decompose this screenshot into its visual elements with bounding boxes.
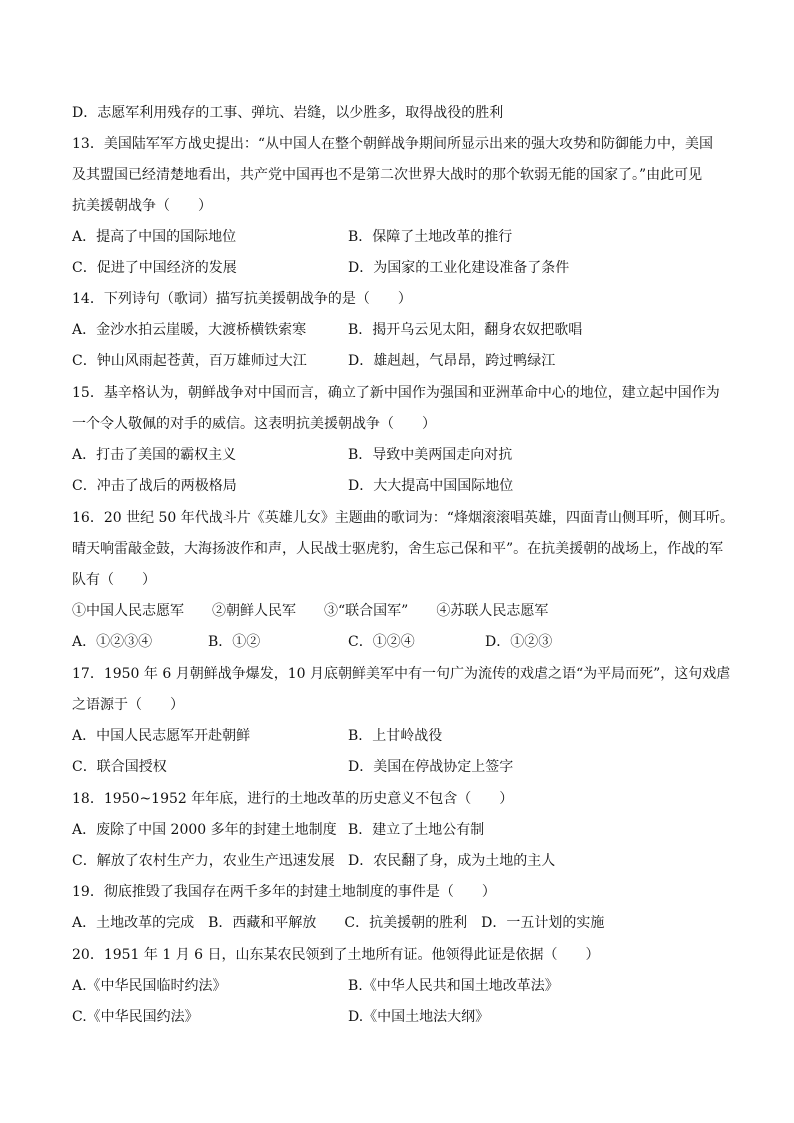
q18-option-a: A．废除了中国 2000 多年的封建土地制度 [72,822,337,838]
q19-options: A．土地改革的完成 B．西藏和平解放 C．抗美援朝的胜利 D．一五计划的实施 [72,915,605,931]
q14-option-b: B．揭开乌云见太阳，翻身农奴把歌唱 [348,322,583,338]
q18-option-c: C．解放了农村生产力，农业生产迅速发展 [72,853,335,869]
q14-option-a: A．金沙水拍云崖暖，大渡桥横铁索寒 [72,322,307,338]
q14-stem: 14．下列诗句（歌词）描写抗美援朝战争的是（ ） [72,291,412,307]
q13-stem-line-2: 及其盟国已经清楚地看出，共产党中国再也不是第二次世界大战时的那个软弱无能的国家了。”由此可见 [72,167,703,183]
q15-stem-line-1: 15．基辛格认为，朝鲜战争对中国而言，确立了新中国作为强国和亚洲革命中心的地位，建立起中国作为 [72,385,720,401]
q20-option-a: A.《中华民国临时约法》 [72,978,227,994]
q13-option-d: D．为国家的工业化建设准备了条件 [348,260,570,276]
q18-option-b: B．建立了土地公有制 [348,822,485,838]
q16-option-b: B．①② [208,634,261,650]
q12-option-d: D．志愿军利用残存的工事、弹坑、岩缝，以少胜多，取得战役的胜利 [72,105,504,121]
q16-option-c: C．①②④ [348,634,415,650]
q20-option-c: C.《中华民国约法》 [72,1009,199,1025]
q13-stem-line-1: 13．美国陆军军方战史提出：“从中国人在整个朝鲜战争期间所显示出来的强大攻势和防御能力中，美国 [72,136,713,152]
q13-option-c: C．促进了中国经济的发展 [72,260,237,276]
q15-option-a: A．打击了美国的霸权主义 [72,447,237,463]
q17-option-c: C．联合国授权 [72,759,167,775]
q18-option-d: D．农民翻了身，成为土地的主人 [348,853,556,869]
q16-stem-line-2: 晴天响雷敲金鼓，大海扬波作和声，人民战士驱虎豹，舍生忘己保和平”。在抗美援朝的战场上，作战的军 [72,541,724,557]
q20-option-b: B.《中华人民共和国土地改革法》 [348,978,559,994]
q17-option-d: D．美国在停战协定上签字 [348,759,514,775]
q17-stem-line-1: 17．1950 年 6 月朝鲜战争爆发，10 月底朝鲜美军中有一句广为流传的戏虐之语“为平局而死”，这句戏虐 [72,666,731,682]
q16-stem-line-3: 队有（ ） [72,572,156,588]
q13-option-b: B．保障了土地改革的推行 [348,229,513,245]
q20-option-d: D.《中国土地法大纲》 [348,1009,490,1025]
q15-stem-line-2: 一个令人敬佩的对手的威信。这表明抗美援朝战争（ ） [72,416,436,432]
q14-option-c: C．钟山风雨起苍黄，百万雄师过大江 [72,353,307,369]
q13-option-a: A．提高了中国的国际地位 [72,229,237,245]
q16-items: ①中国人民志愿军 ②朝鲜人民军 ③“联合国军” ④苏联人民志愿军 [72,603,549,619]
q16-stem-line-1: 16．20 世纪 50 年代战斗片《英雄儿女》主题曲的歌词为：“烽烟滚滚唱英雄，四面青山侧耳听，侧耳听。 [72,510,734,526]
q14-option-d: D．雄赳赳，气昂昂，跨过鸭绿江 [348,353,556,369]
q16-option-d: D．①②③ [485,634,553,650]
q15-option-d: D．大大提高中国国际地位 [348,478,514,494]
q17-stem-line-2: 之语源于（ ） [72,697,184,713]
q18-stem: 18．1950~1952 年年底，进行的土地改革的历史意义不包含（ ） [72,791,514,807]
q13-stem-line-3: 抗美援朝战争（ ） [72,198,212,214]
q17-option-a: A．中国人民志愿军开赴朝鲜 [72,728,251,744]
q20-stem: 20．1951 年 1 月 6 日，山东某农民领到了土地所有证。他领得此证是依据（ ） [72,947,600,963]
q17-option-b: B．上甘岭战役 [348,728,443,744]
q19-stem: 19．彻底推毁了我国存在两千多年的封建土地制度的事件是（ ） [72,884,496,900]
q15-option-c: C．冲击了战后的两极格局 [72,478,237,494]
q16-option-a: A．①②③④ [72,634,153,650]
q15-option-b: B．导致中美两国走向对抗 [348,447,513,463]
